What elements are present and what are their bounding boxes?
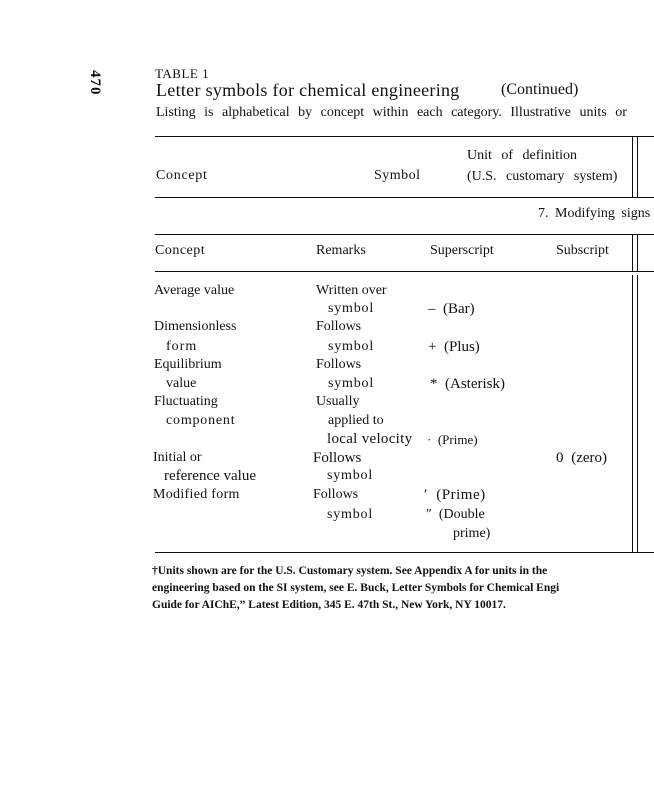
row-superscript: prime) (453, 526, 491, 541)
footnote-line: Guide for AIChE,” Latest Edition, 345 E. 47th St., New York, NY 10017. (152, 599, 506, 611)
table-title: Letter symbols for chemical engineering (156, 80, 460, 100)
row-remark: applied to (328, 413, 384, 428)
rule-under-modifier-header (155, 271, 654, 272)
row-remark: Follows (316, 319, 362, 334)
row-concept: Dimensionless (154, 319, 237, 334)
rule-bottom (155, 552, 654, 553)
header-concept: Concept (156, 168, 208, 183)
footnote-line: engineering based on the SI system, see E. Buck, Letter Symbols for Chemical Engi (152, 582, 560, 594)
rule-under-section (155, 234, 654, 235)
row-concept: Initial or (153, 450, 202, 465)
rule-under-header (155, 197, 654, 198)
row-concept: reference value (164, 468, 257, 484)
row-concept: value (166, 376, 197, 391)
header-unit-line1: Unit of definition (467, 148, 577, 163)
row-remark: Usually (316, 394, 360, 409)
row-remark: symbol (328, 376, 375, 391)
header-unit-line2: (U.S. customary system) (467, 169, 618, 184)
rule-top (155, 136, 654, 137)
row-remark: symbol (328, 301, 375, 316)
vrule-body-b (637, 275, 638, 552)
subheader-remarks: Remarks (316, 243, 366, 258)
subheader-superscript: Superscript (430, 243, 494, 258)
row-remark: symbol (328, 339, 375, 354)
vrule-header-a (632, 136, 633, 197)
row-superscript: – (Bar) (428, 301, 475, 317)
vrule-modheader-b (637, 234, 638, 271)
row-concept: Modified form (153, 487, 240, 502)
row-concept: component (166, 413, 236, 428)
row-subscript: 0 (zero) (556, 450, 608, 466)
row-concept: form (166, 339, 198, 354)
vrule-header-b (637, 136, 638, 197)
row-remark: symbol (327, 468, 374, 483)
header-symbol: Symbol (374, 168, 421, 183)
row-superscript: ″ (Double (426, 507, 485, 522)
page-number: 470 (87, 70, 103, 96)
table-continued-note: (Continued) (501, 81, 579, 98)
row-superscript: ′ (Prime) (424, 487, 486, 503)
footnote-line: †Units shown are for the U.S. Customary system. See Appendix A for units in the (152, 565, 548, 577)
row-concept: Equilibrium (154, 357, 222, 372)
section-title: 7. Modifying signs (538, 206, 651, 221)
subheader-subscript: Subscript (556, 243, 609, 258)
row-remark: local velocity (327, 431, 413, 447)
row-remark: symbol (327, 507, 374, 522)
vrule-modheader-a (632, 234, 633, 271)
row-remark: Follows (313, 450, 362, 466)
row-concept: Average value (154, 283, 235, 298)
row-concept: Fluctuating (154, 394, 218, 409)
table-label: TABLE 1 (155, 66, 210, 81)
row-remark: Follows (316, 357, 362, 372)
table-subtitle: Listing is alphabetical by concept within each category. Illustrative units or (156, 105, 627, 120)
row-superscript: · (Prime) (427, 432, 478, 447)
subheader-concept: Concept (155, 243, 206, 258)
row-remark: Follows (313, 487, 359, 502)
row-superscript: + (Plus) (428, 339, 480, 355)
row-superscript: * (Asterisk) (430, 376, 505, 392)
row-remark: Written over (316, 283, 387, 298)
vrule-body-a (632, 275, 633, 552)
